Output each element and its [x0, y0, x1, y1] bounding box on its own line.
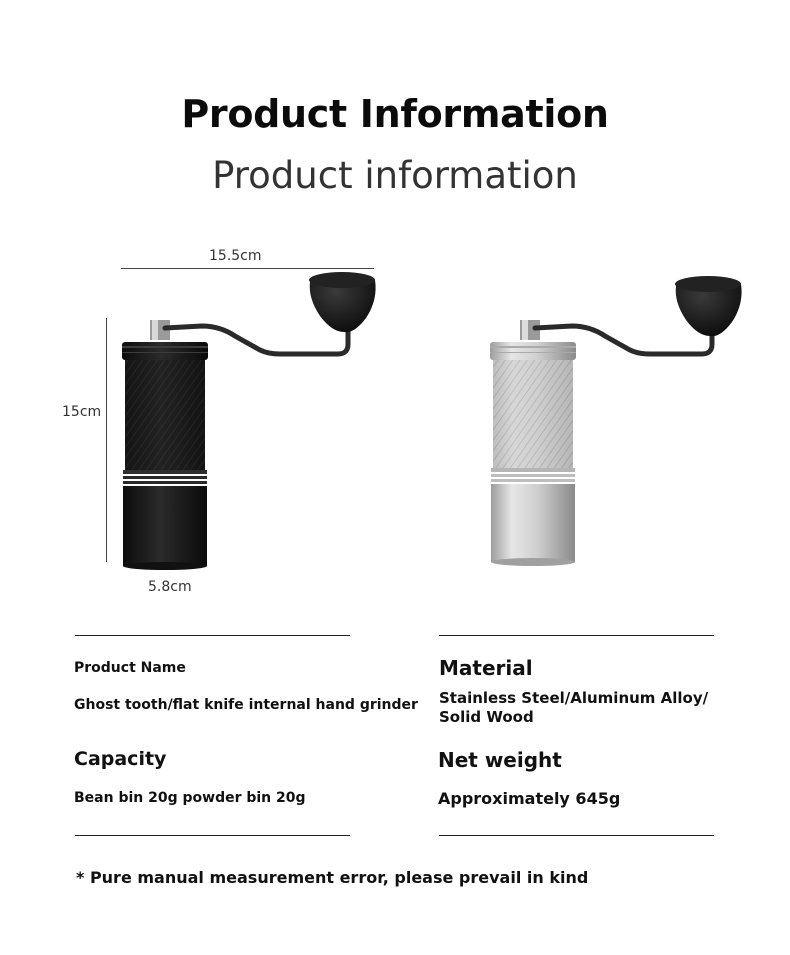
height-dimension-label: 15cm [62, 404, 102, 420]
base-width-label: 5.8cm [148, 579, 192, 595]
right-bottom-divider [439, 835, 714, 836]
measurement-note: * Pure manual measurement error, please prevail in kind [76, 868, 589, 887]
left-bottom-divider [75, 835, 350, 836]
page-title: Product Information [181, 92, 609, 136]
product-name-value: Ghost tooth/flat knife internal hand grinder [74, 697, 418, 713]
capacity-label: Capacity [74, 748, 167, 770]
black-hand-grinder-image [110, 270, 385, 580]
product-name-label: Product Name [74, 660, 186, 676]
material-value-line1: Stainless Steel/Aluminum Alloy/ [439, 689, 709, 707]
material-label: Material [439, 656, 533, 680]
height-dimension-line [106, 318, 107, 562]
material-value-line2: Solid Wood [439, 708, 534, 726]
right-top-divider [439, 635, 714, 636]
net-weight-value: Approximately 645g [438, 789, 621, 808]
capacity-value: Bean bin 20g powder bin 20g [74, 790, 306, 806]
silver-hand-grinder-image [480, 270, 755, 570]
left-top-divider [75, 635, 350, 636]
net-weight-label: Net weight [438, 748, 562, 772]
width-dimension-label: 15.5cm [209, 248, 262, 264]
width-dimension-line [121, 268, 374, 269]
page-subtitle: Product information [212, 154, 578, 197]
